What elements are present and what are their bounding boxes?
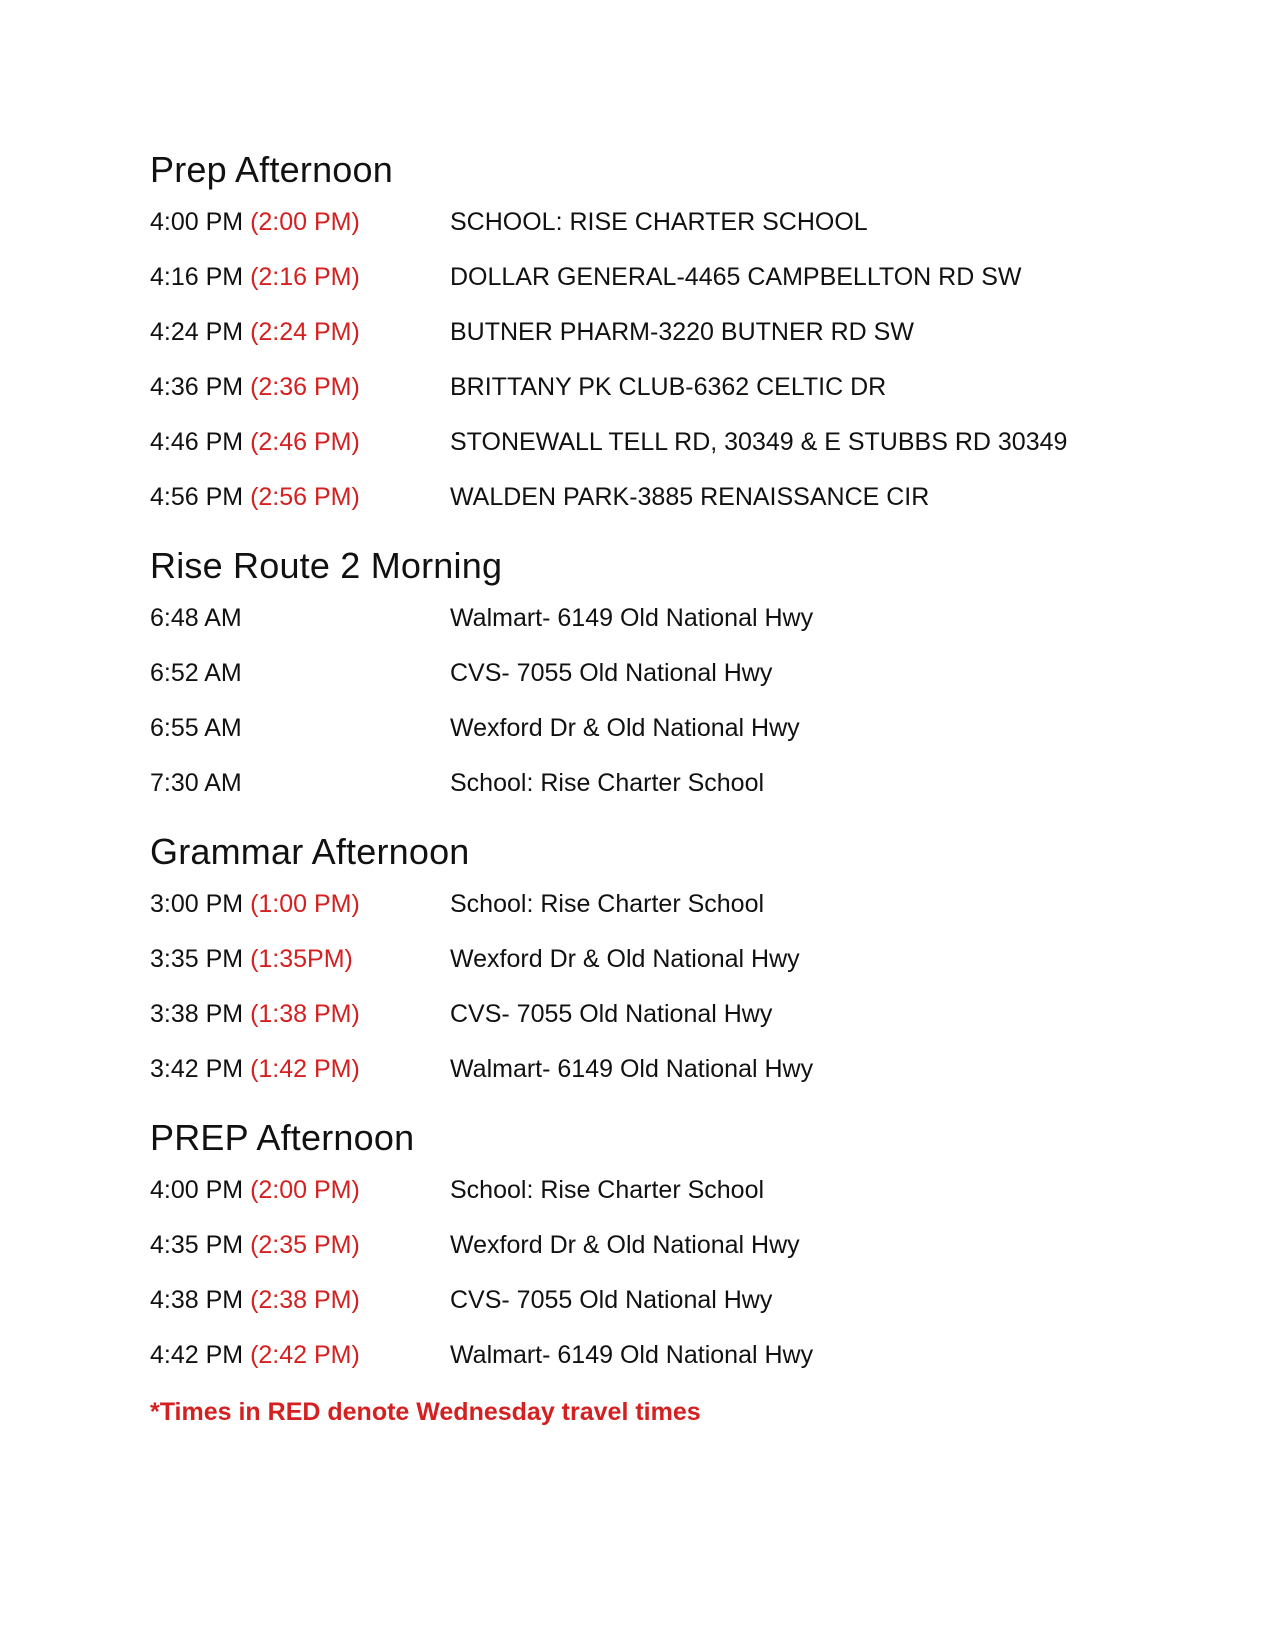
schedule-row [150,1284,1150,1339]
regular-time: 4:56 PM [150,483,244,511]
wednesday-time: (2:00 PM) [250,1176,360,1204]
section-title: Rise Route 2 Morning [150,545,503,586]
stop-location: CVS- 7055 Old National Hwy [450,659,773,687]
time-cell [150,1174,450,1206]
wednesday-time: (2:38 PM) [250,1286,360,1314]
stop-location: School: Rise Charter School [450,1176,765,1204]
schedule-row [150,1229,1150,1284]
regular-time: 4:24 PM [150,318,244,346]
stop-location: BRITTANY PK CLUB-6362 CELTIC DR [450,373,887,401]
stop-location: Wexford Dr & Old National Hwy [450,1231,800,1259]
wednesday-time: (1:38 PM) [250,1000,360,1028]
schedule-row [150,998,1150,1053]
wednesday-time: (2:42 PM) [250,1341,360,1369]
time-cell [150,888,450,920]
time-cell [150,426,450,458]
schedule-row [150,943,1150,998]
stop-location: DOLLAR GENERAL-4465 CAMPBELLTON RD SW [450,263,1022,291]
regular-time: 6:52 AM [150,659,242,687]
time-cell [150,602,450,634]
wednesday-time: (2:00 PM) [250,208,360,236]
wednesday-time: (2:24 PM) [250,318,360,346]
regular-time: 7:30 AM [150,769,242,797]
time-cell [150,371,450,403]
wednesday-time: (1:42 PM) [250,1055,360,1083]
regular-time: 3:00 PM [150,890,244,918]
stop-location: STONEWALL TELL RD, 30349 & E STUBBS RD 30349 [450,428,1068,456]
schedule-row [150,261,1150,316]
regular-time: 4:35 PM [150,1231,244,1259]
schedule-row [150,888,1150,943]
time-cell [150,481,450,513]
wednesday-time: (2:16 PM) [250,263,360,291]
regular-time: 4:46 PM [150,428,244,456]
regular-time: 4:16 PM [150,263,244,291]
schedule-row [150,767,1150,822]
stop-location: Walmart- 6149 Old National Hwy [450,1341,814,1369]
regular-time: 3:38 PM [150,1000,244,1028]
wednesday-time: (2:36 PM) [250,373,360,401]
schedule-page [150,150,1150,1428]
section-title: PREP Afternoon [150,1117,415,1158]
time-cell [150,712,450,744]
schedule-row [150,712,1150,767]
schedule-row [150,316,1150,371]
schedule-row [150,206,1150,261]
wednesday-time: (2:35 PM) [250,1231,360,1259]
time-cell [150,1229,450,1261]
stop-location: WALDEN PARK-3885 RENAISSANCE CIR [450,483,930,511]
time-cell [150,998,450,1030]
time-cell [150,1284,450,1316]
regular-time: 6:55 AM [150,714,242,742]
section-title: Prep Afternoon [150,149,393,190]
regular-time: 4:36 PM [150,373,244,401]
stop-location: BUTNER PHARM-3220 BUTNER RD SW [450,318,914,346]
time-cell [150,261,450,293]
stop-location: SCHOOL: RISE CHARTER SCHOOL [450,208,868,236]
stop-location: CVS- 7055 Old National Hwy [450,1286,773,1314]
regular-time: 3:35 PM [150,945,244,973]
wednesday-time: (2:56 PM) [250,483,360,511]
wednesday-time: (1:35PM) [250,945,353,973]
stop-location: School: Rise Charter School [450,890,765,918]
stop-location: Walmart- 6149 Old National Hwy [450,1055,814,1083]
section-grammar-afternoon [150,832,1150,1108]
time-cell [150,943,450,975]
regular-time: 6:48 AM [150,604,242,632]
section-prep-afternoon [150,150,1150,536]
time-cell [150,767,450,799]
regular-time: 3:42 PM [150,1055,244,1083]
regular-time: 4:38 PM [150,1286,244,1314]
regular-time: 4:42 PM [150,1341,244,1369]
schedule-row [150,1053,1150,1108]
stop-location: Walmart- 6149 Old National Hwy [450,604,814,632]
time-cell [150,1053,450,1085]
wednesday-time: (1:00 PM) [250,890,360,918]
time-cell [150,657,450,689]
schedule-row [150,426,1150,481]
section-title: Grammar Afternoon [150,831,470,872]
wednesday-footnote: *Times in RED denote Wednesday travel times [150,1398,701,1426]
schedule-row [150,1174,1150,1229]
schedule-row [150,371,1150,426]
stop-location: CVS- 7055 Old National Hwy [450,1000,773,1028]
stop-location: Wexford Dr & Old National Hwy [450,714,800,742]
time-cell [150,206,450,238]
stop-location: Wexford Dr & Old National Hwy [450,945,800,973]
schedule-row [150,481,1150,536]
section-rise-route-2-morning [150,546,1150,822]
schedule-row [150,1339,1150,1394]
schedule-row [150,602,1150,657]
regular-time: 4:00 PM [150,208,244,236]
stop-location: School: Rise Charter School [450,769,765,797]
time-cell [150,1339,450,1371]
regular-time: 4:00 PM [150,1176,244,1204]
time-cell [150,316,450,348]
schedule-row [150,657,1150,712]
wednesday-time: (2:46 PM) [250,428,360,456]
section-prep-afternoon-2 [150,1118,1150,1394]
